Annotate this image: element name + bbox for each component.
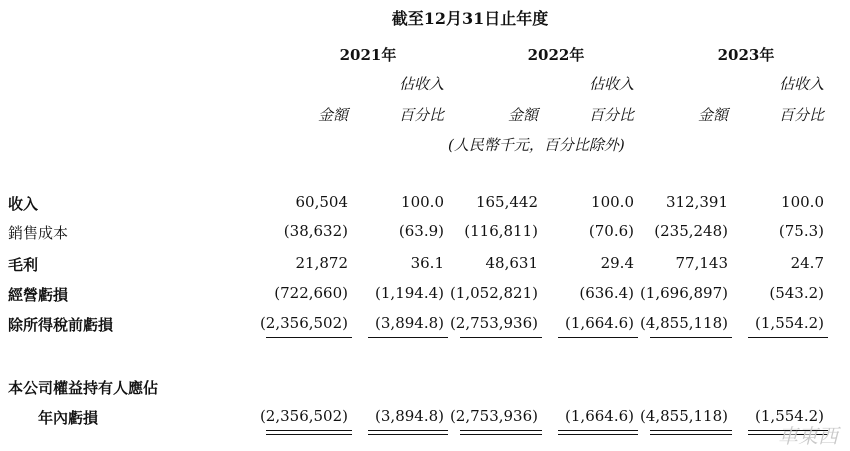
cell-lfy-2022-pct: (1,664.6)	[565, 407, 634, 425]
cell-gp-2022-pct: 29.4	[600, 254, 634, 272]
cell-lbt-2021-pct: (3,894.8)	[375, 314, 444, 332]
cell-opl-2023-amt: (1,696,897)	[639, 284, 728, 302]
cell-cos-2023-pct: (75.3)	[778, 222, 824, 240]
double-underline-2022-amt	[460, 430, 542, 435]
row-label-loss-before-tax: 除所得稅前虧損	[8, 316, 114, 334]
cell-gp-2023-pct: 24.7	[790, 254, 824, 272]
cell-lfy-2021-amt: (2,356,502)	[259, 407, 348, 425]
year-2022: 2022年	[527, 46, 585, 64]
double-underline-2021-pct	[368, 430, 448, 435]
amount-header-2022: 金額	[507, 106, 538, 124]
pct-header-2022-l1: 佔收入	[588, 75, 634, 93]
cell-cos-2022-amt: (116,811)	[464, 222, 538, 240]
row-label-cost-of-sales: 銷售成本	[8, 224, 69, 242]
year-2021: 2021年	[339, 46, 397, 64]
pct-header-2021-l1: 佔收入	[398, 75, 444, 93]
amount-header-2021: 金額	[317, 106, 348, 124]
underline-2022-amt	[460, 337, 542, 338]
cell-lbt-2023-amt: (4,855,118)	[639, 314, 728, 332]
cell-revenue-2022-pct: 100.0	[591, 193, 634, 211]
cell-gp-2023-amt: 77,143	[675, 254, 728, 272]
row-label-loss-for-year: 年內虧損	[38, 409, 99, 427]
double-underline-2023-amt	[650, 430, 732, 435]
underline-2021-amt	[266, 337, 352, 338]
cell-lfy-2023-pct: (1,554.2)	[755, 407, 824, 425]
row-label-operating-loss: 經營虧損	[8, 286, 69, 304]
cell-lfy-2023-amt: (4,855,118)	[639, 407, 728, 425]
underline-2021-pct	[368, 337, 448, 338]
cell-lbt-2023-pct: (1,554.2)	[755, 314, 824, 332]
pct-header-2023-l2: 百分比	[778, 106, 824, 124]
cell-opl-2023-pct: (543.2)	[769, 284, 824, 302]
underline-2023-amt	[650, 337, 732, 338]
year-2023: 2023年	[717, 46, 775, 64]
double-underline-2021-amt	[266, 430, 352, 435]
pct-header-2022-l2: 百分比	[588, 106, 634, 124]
cell-opl-2022-pct: (636.4)	[579, 284, 634, 302]
cell-cos-2021-amt: (38,632)	[283, 222, 348, 240]
double-underline-2022-pct	[558, 430, 638, 435]
cell-opl-2021-pct: (1,194.4)	[375, 284, 444, 302]
cell-lfy-2022-amt: (2,753,936)	[449, 407, 538, 425]
cell-revenue-2021-amt: 60,504	[295, 193, 348, 211]
cell-opl-2021-amt: (722,660)	[274, 284, 348, 302]
amount-header-2023: 金額	[697, 106, 728, 124]
cell-revenue-2023-pct: 100.0	[781, 193, 824, 211]
cell-lfy-2021-pct: (3,894.8)	[375, 407, 444, 425]
row-label-gross-profit: 毛利	[8, 256, 39, 274]
cell-revenue-2021-pct: 100.0	[401, 193, 444, 211]
cell-gp-2021-amt: 21,872	[295, 254, 348, 272]
cell-cos-2021-pct: (63.9)	[398, 222, 444, 240]
cell-cos-2023-amt: (235,248)	[654, 222, 728, 240]
row-label-attributable: 本公司權益持有人應佔	[8, 379, 159, 397]
cell-lbt-2021-amt: (2,356,502)	[259, 314, 348, 332]
underline-2022-pct	[558, 337, 638, 338]
pct-header-2023-l1: 佔收入	[778, 75, 824, 93]
cell-lbt-2022-amt: (2,753,936)	[449, 314, 538, 332]
watermark-logo: 車東西	[778, 424, 838, 448]
cell-cos-2022-pct: (70.6)	[588, 222, 634, 240]
cell-revenue-2023-amt: 312,391	[665, 193, 728, 211]
row-label-revenue: 收入	[8, 195, 39, 213]
cell-gp-2021-pct: 36.1	[410, 254, 444, 272]
underline-2023-pct	[748, 337, 828, 338]
pct-header-2021-l2: 百分比	[398, 106, 444, 124]
cell-lbt-2022-pct: (1,664.6)	[565, 314, 634, 332]
cell-gp-2022-amt: 48,631	[485, 254, 538, 272]
unit-note: (人民幣千元，百分比除外)	[448, 136, 625, 154]
cell-opl-2022-amt: (1,052,821)	[449, 284, 538, 302]
period-header: 截至12月31日止年度	[391, 9, 549, 28]
cell-revenue-2022-amt: 165,442	[475, 193, 538, 211]
